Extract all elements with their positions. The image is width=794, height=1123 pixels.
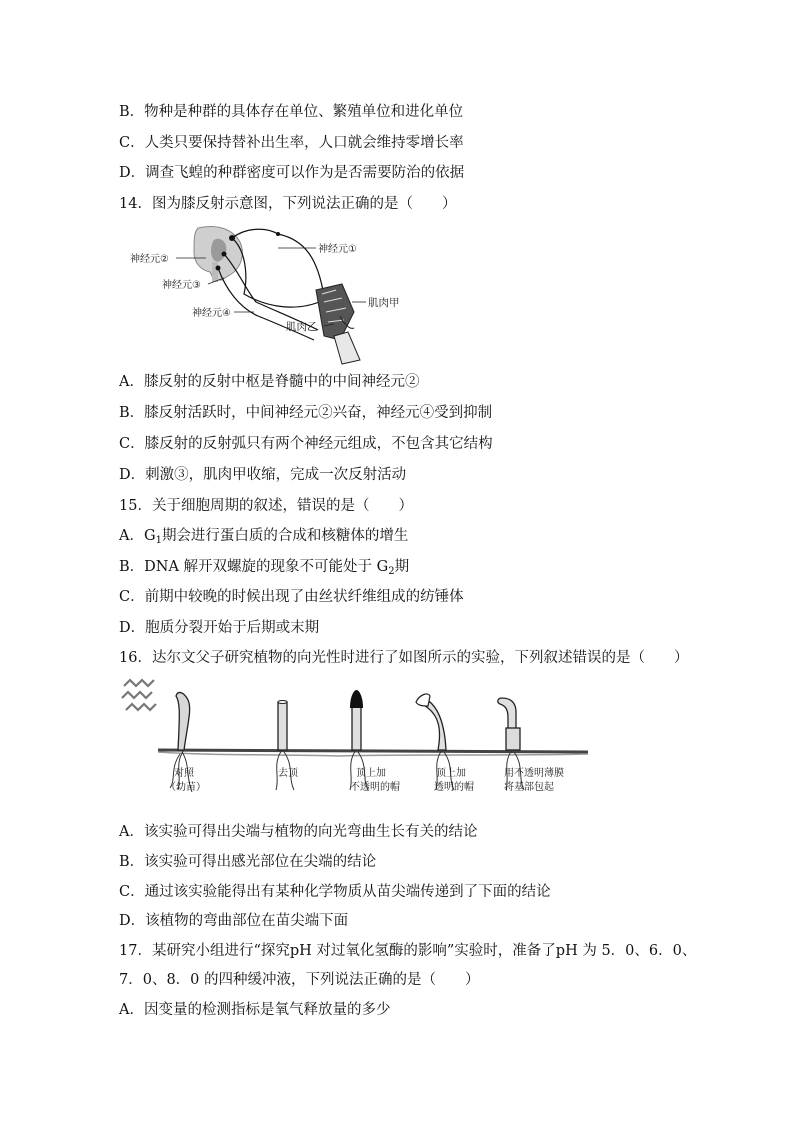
caption-opaque-cap-sub: 不透明的帽: [350, 782, 400, 793]
q15a-suffix: 期会进行蛋白质的合成和核糖体的增生: [161, 528, 409, 544]
label-neuron-3: 神经元③: [162, 280, 201, 291]
q16-option-b: B．该实验可得出感光部位在尖端的结论: [119, 854, 377, 870]
q13-option-d: D．调查飞蝗的种群密度可以作为是否需要防治的依据: [119, 165, 465, 181]
caption-decapitated: 去顶: [278, 768, 298, 779]
caption-opaque-cap: 顶上加: [356, 768, 386, 779]
q15b-suffix: 期: [394, 559, 410, 575]
q15-stem: 15．关于细胞周期的叙述，错误的是（ ）: [119, 498, 413, 514]
q15-option-d: D．胞质分裂开始于后期或末期: [119, 620, 320, 636]
q14-option-b: B．膝反射活跃时，中间神经元②兴奋，神经元④受到抑制: [119, 405, 493, 421]
caption-control: 对照: [174, 768, 194, 779]
q13-option-c: C．人类只要保持替补出生率，人口就会维持零增长率: [119, 135, 464, 151]
q15a-prefix: A．G: [119, 528, 156, 544]
q16-option-a: A．该实验可得出尖端与植物的向光弯曲生长有关的结论: [119, 824, 478, 840]
q15-option-a: [119, 526, 408, 546]
caption-transparent-cap: 顶上加: [436, 768, 466, 779]
light-rays-icon: [122, 680, 156, 710]
q13-option-b: B．物种是种群的具体存在单位、繁殖单位和进化单位: [119, 104, 464, 120]
caption-transparent-cap-sub: 透明的帽: [434, 782, 474, 793]
label-muscle-b: 肌肉乙: [286, 321, 318, 333]
label-muscle-a: 肌肉甲: [368, 297, 400, 309]
q16-option-d: D．该植物的弯曲部位在苗尖端下面: [119, 913, 349, 929]
caption-control-sub: （幼苗）: [166, 782, 206, 793]
knee-reflex-figure: [128, 220, 400, 366]
caption-base-wrapped: 用不透明薄膜: [504, 768, 564, 779]
q17-stem-line2: 7．0、8．0 的四种缓冲液，下列说法正确的是（ ）: [119, 972, 480, 988]
q15b-subscript: 2: [388, 566, 395, 577]
q14-stem: 14．图为膝反射示意图，下列说法正确的是（ ）: [119, 196, 457, 212]
q15-option-b: [119, 557, 409, 577]
q15a-subscript: 1: [155, 535, 162, 546]
q15-option-c: C．前期中较晚的时候出现了由丝状纤维组成的纺锤体: [119, 589, 464, 605]
q16-stem: 16．达尔文父子研究植物的向光性时进行了如图所示的实验，下列叙述错误的是（ ）: [119, 650, 689, 666]
phototropism-figure: [118, 672, 588, 812]
label-neuron-2: 神经元②: [130, 254, 169, 265]
q14-option-d: D．刺激③，肌肉甲收缩，完成一次反射活动: [119, 467, 407, 483]
label-neuron-1: 神经元①: [318, 244, 357, 255]
caption-base-wrapped-sub: 将基部包起: [504, 782, 554, 793]
q14-option-a: A．膝反射的反射中枢是脊髓中的中间神经元②: [119, 374, 420, 390]
q16-option-c: C．通过该实验能得出有某种化学物质从苗尖端传递到了下面的结论: [119, 884, 551, 900]
q17-option-a: A．因变量的检测指标是氧气释放量的多少: [119, 1002, 391, 1018]
q14-option-c: C．膝反射的反射弧只有两个神经元组成，不包含其它结构: [119, 436, 493, 452]
q17-stem-line1: 17．某研究小组进行“探究pH 对过氧化氢酶的影响”实验时，准备了pH 为 5．0、6．0、: [119, 943, 697, 959]
q15b-prefix: B．DNA 解开双螺旋的现象不可能处于 G: [119, 559, 389, 575]
label-neuron-4: 神经元④: [192, 308, 231, 319]
